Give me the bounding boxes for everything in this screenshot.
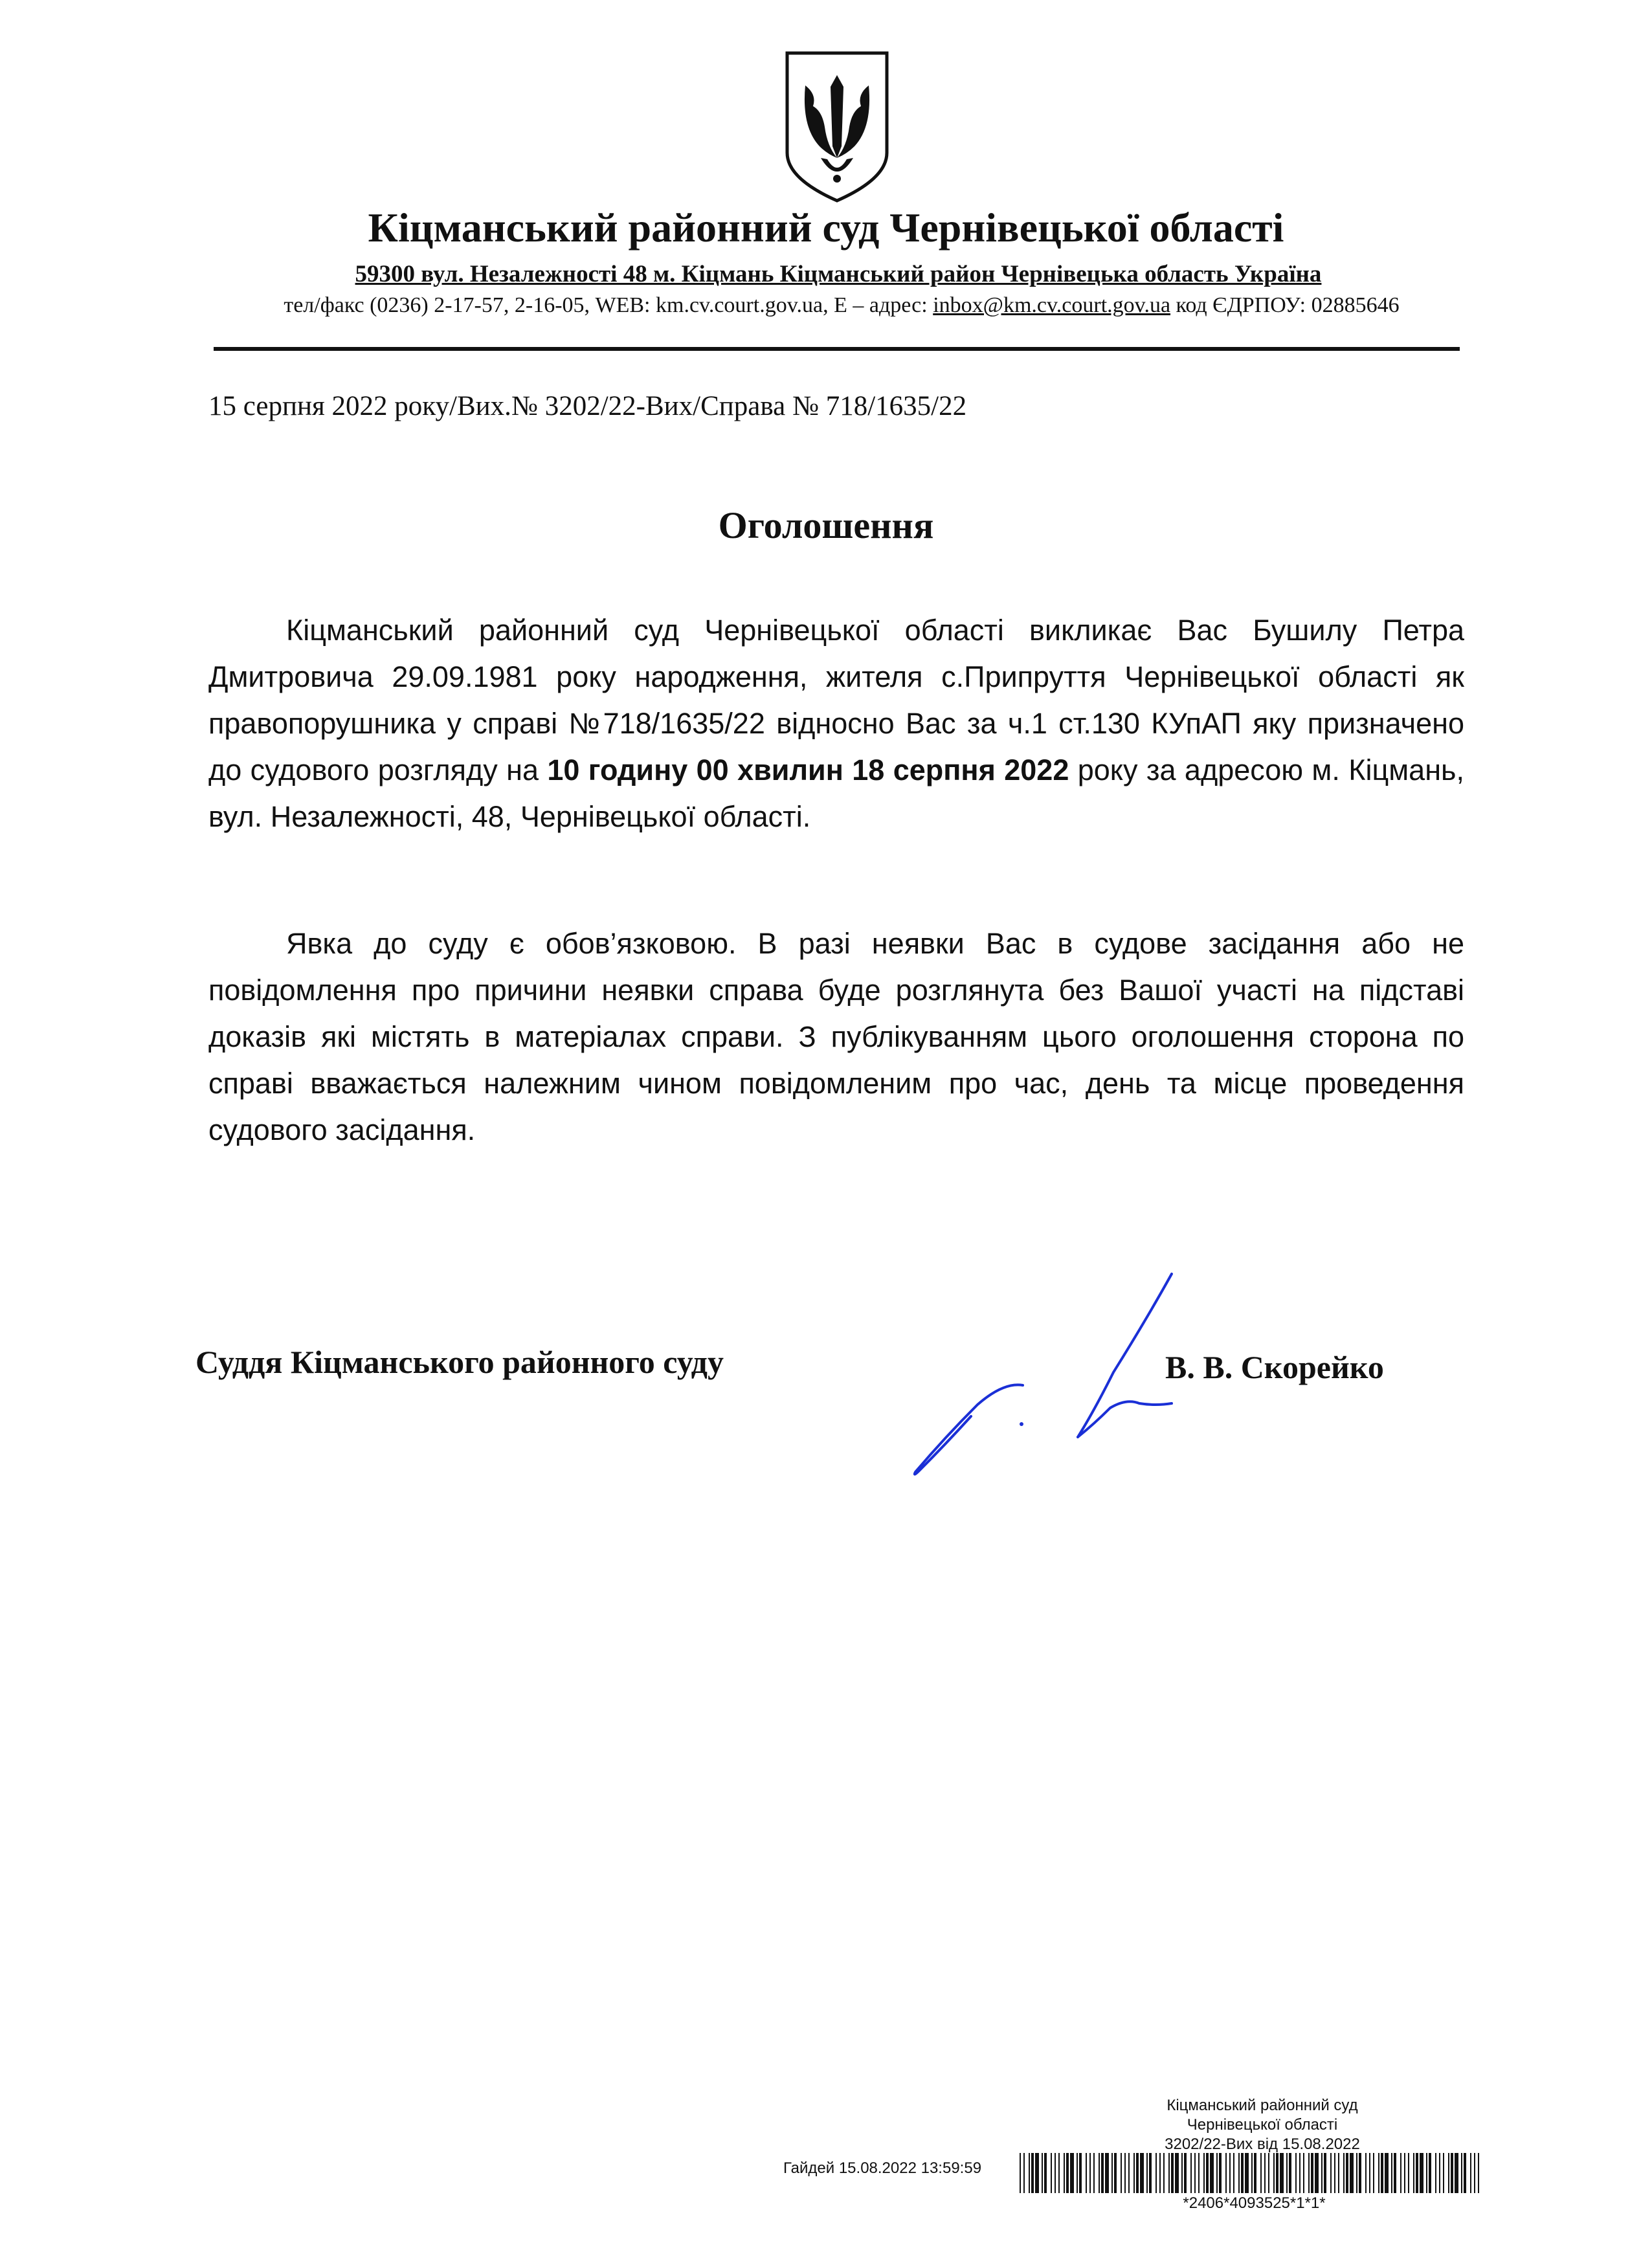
attendance-text: Явка до суду є обов’язковою. В разі неявки Вас в судове засідання або не повідомлення про причини неявки справа буде розглянута без Вашої участі на підставі доказів які містять в матеріалах справи. З публікуванням цього оголошення сторона по справі вважається належним чином повідомленим про час, день та місце проведення судового засідання. [208,927,1464,1146]
judge-title: Суддя Кіцманського районного суду [195,1344,724,1380]
document-title: Оголошення [718,504,934,546]
court-name: Кіцманський районний суд Чернівецької області [368,205,1284,251]
registration-court: Кіцманський районний суд [1166,2097,1358,2114]
judge-name: В. В. Скорейко [1165,1349,1384,1385]
contacts-suffix: код ЄДРПОУ: 02885646 [1170,293,1400,317]
registration-stamp: Гайдей 15.08.2022 13:59:59 [783,2159,982,2177]
header-divider [214,347,1460,351]
barcode-icon [1020,2153,1486,2193]
court-address: 59300 вул. Незалежності 48 м. Кіцмань Кіцманський район Чернівецька область Україна [355,261,1322,287]
paragraph-attendance [208,920,1464,1154]
summons-text: Кіцманський районний суд Чернівецької області викликає Вас Бушилу Петра Дмитровича 29.09.1981 року народження, жителя с.Припруття Чернівецької області як правопорушника у справі №718/1635/22 відносно Вас за ч.1 ст.130 КУпАП яку призначено до судового розгляду на [208,614,1464,786]
hearing-time: 10 годину 00 хвилин 18 серпня 2022 [547,753,1069,786]
outgoing-reference: 15 серпня 2022 року/Вих.№ 3202/22-Вих/Справа № 718/1635/22 [208,391,967,421]
registration-number: 3202/22-Вих від 15.08.2022 [1165,2135,1360,2153]
registration-block [1100,2096,1424,2154]
barcode-text: *2406*4093525*1*1* [1183,2194,1326,2212]
coat-of-arms-icon [782,49,892,205]
contacts-prefix: тел/факс (0236) 2-17-57, 2-16-05, WEB: km.cv.court.gov.ua, E – адрес: [284,293,933,317]
registration-region: Чернівецької області [1187,2116,1338,2134]
court-contacts [194,290,1489,321]
signature-icon [900,1262,1178,1482]
summons-address-text: року за адресою м. Кіцмань, вул. Незалежності, 48, Чернівецької області. [208,753,1464,833]
email-link[interactable]: inbox@km.cv.court.gov.ua [933,293,1171,317]
paragraph-summons [208,607,1464,840]
